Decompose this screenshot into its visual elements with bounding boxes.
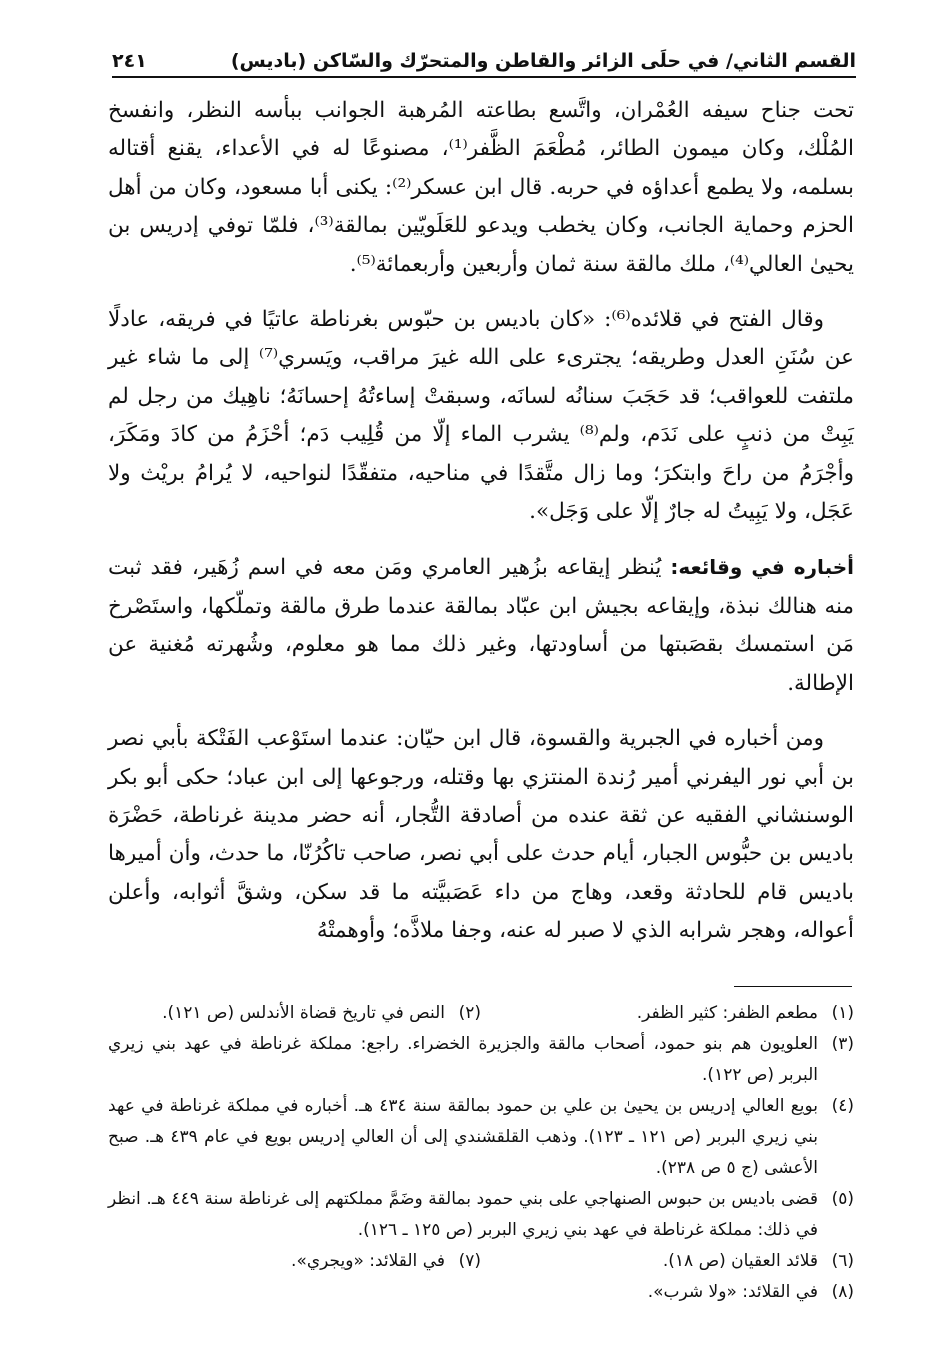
footnote-number: (٣) <box>831 1034 854 1054</box>
footnote <box>108 1184 854 1246</box>
footnote-text: في القلائد: «ولا شرب». <box>647 1282 818 1302</box>
footnote <box>481 1246 854 1277</box>
paragraph-text: وقال الفتح في قلائده⁽⁶⁾: «كان باديس بن حبّوس بغرناطة عاتيًا في فريقه، عادلًا عن سُنَنِ العدل وطريقه؛ يجترىء على الله غيرَ مراقب، ويَسري⁽⁷⁾ إلى ما شاء غير ملتفت للعواقب؛ قد حَجَبَ سنانُه لسانَه، وسبقتْ إساءتُهُ إحسانَهُ؛ ناهِيك من رجل لم يَبِتْ من ذنبٍ على نَدَم، ولم⁽⁸⁾ يشرب الماء إلّا من قُلِيب دَم؛ أحْزَمُ من كادَ ومَكَرَ، وأجْرَمُ من راحَ وابتكرَ؛ وما زال متَّقدًا في مناحيه، متفقّدًا لنواحيه، لا يُرامُ بريْث ولا عَجَل، ولا يَبِيتُ له جارٌ إلّا على وَجَل». <box>108 307 854 525</box>
footnote <box>108 1277 854 1308</box>
paragraph-text: تحت جناح سيفه العُمْران، واتَّسع بطاعته المُرهبة الجوانب ببأسه النظر، وانفسخ المُلْك، وكان ميمون الطائر، مُطْعَمَ الظَّفر⁽¹⁾، مصنوعًا له في الأعداء، يقنع أقتاله بسلمه، ولا يطمع أعداؤه في حربه. قال ابن عسكر⁽²⁾: يكنى أبا مسعود، وكان من أهل الحزم وحماية الجانب، وكان يخطب ويدعو للعَلَويّين بمالقة⁽³⁾، فلمّا توفي إدريس بن يحيىٰ العالي⁽⁴⁾، ملك مالقة سنة ثمان وأربعين وأربعمائة⁽⁵⁾. <box>108 98 854 277</box>
footnote <box>108 1246 481 1277</box>
paragraph-text: يُنظر إيقاعه بزُهير العامري ومَن معه في اسم زُهَير، فقد ثبت منه هنالك نبذة، وإيقاعه بجيش ابن عبّاد بمالقة عندما طرق مالقة وتملّكها، واستَصْرخ مَن استمسك بقصَبتها من أساودتها، وغير ذلك مما هو معلوم، وشُهرته مُغنية عن الإطالة. <box>108 555 854 696</box>
footnote-number: (١) <box>831 1003 854 1023</box>
page-number: ٢٤١ <box>112 50 147 72</box>
paragraph-text: ومن أخباره في الجبرية والقسوة، قال ابن حيّان: عندما استَوْعب الفَتْكة بأبي نصر بن أبي نور اليفرني أمير رُندة المنتزي بها وقتله، ورجوعها إلى ابن عباد؛ حكى أبو بكر الوسنشاني الفقيه عن ثقة عنده من أصادقة التُّجار، أنه حضر مدينة غرناطة، حَضْرَة باديس بن حبُّوس الجبار، أيام حدث على أبي نصر، صاحب تاكُرُنّا، ما حدث، وأن أميرها باديس قام للحادثة وقعد، وهاج من داء عَصَبيَّته ما قد سكن، وشقَّ أثوابه، وأعلن أعواله، وهجر شرابه الذي لا صبر له عنه، وجفا ملاذَّه؛ وأوهمتْهُ <box>108 726 854 944</box>
paragraph <box>108 301 854 531</box>
footnote-number: (٢) <box>458 1003 481 1023</box>
footnote <box>481 998 854 1029</box>
footnote-number: (٤) <box>831 1096 854 1116</box>
footnote <box>108 1091 854 1184</box>
running-header <box>112 42 856 78</box>
header-title: القسم الثاني/ في حلَى الزائر والقاطن والمتحرّك والسّاكن (باديس) <box>230 50 856 72</box>
footnote-text: في القلائد: «ويجري». <box>291 1251 445 1271</box>
footnote-number: (٨) <box>831 1282 854 1302</box>
footnote-text: العلويون هم بنو حمود، أصحاب مالقة والجزيرة الخضراء. راجع: مملكة غرناطة في عهد بني زيري البربر (ص ١٢٢). <box>108 1034 818 1085</box>
section-lead: أخباره في وقائعه: <box>670 555 854 580</box>
footnote-row <box>108 1246 854 1277</box>
footnote-number: (٦) <box>831 1251 854 1271</box>
footnote-number: (٧) <box>458 1251 481 1271</box>
footnote-text: مطعم الظفر: كثير الظفر. <box>636 1003 818 1023</box>
footnote-number: (٥) <box>831 1189 854 1209</box>
footnote-row <box>108 998 854 1029</box>
main-text <box>108 92 854 968</box>
footnote <box>108 1029 854 1091</box>
footnote-text: قضى باديس بن حبوس الصنهاجي على بني حمود بمالقة وضَمَّ مملكتهم إلى غرناطة سنة ٤٤٩ هـ. انظر في ذلك: مملكة غرناطة في عهد بني زيري البربر (ص ١٢٥ ـ ١٢٦). <box>108 1189 819 1240</box>
footnote-text: قلائد العقيان (ص ١٨). <box>662 1251 818 1271</box>
footnote-text: النص في تاريخ قضاة الأندلس (ص ١٢١). <box>162 1003 445 1023</box>
footnote <box>108 998 481 1029</box>
footnote-separator <box>734 986 852 987</box>
paragraph <box>108 92 854 284</box>
paragraph <box>108 548 854 703</box>
paragraph <box>108 720 854 950</box>
footnote-text: بويع العالي إدريس بن يحيىٰ بن علي بن حمود بمالقة سنة ٤٣٤ هـ. أخباره في مملكة غرناطة في عهد بني زيري البربر (ص ١٢١ ـ ١٢٣). وذهب القلقشندي إلى أن العالي إدريس بويع في عام ٤٣٩ هـ. صبح الأعشى (ج ٥ ص ٢٣٨). <box>108 1096 818 1178</box>
footnotes <box>108 998 854 1308</box>
